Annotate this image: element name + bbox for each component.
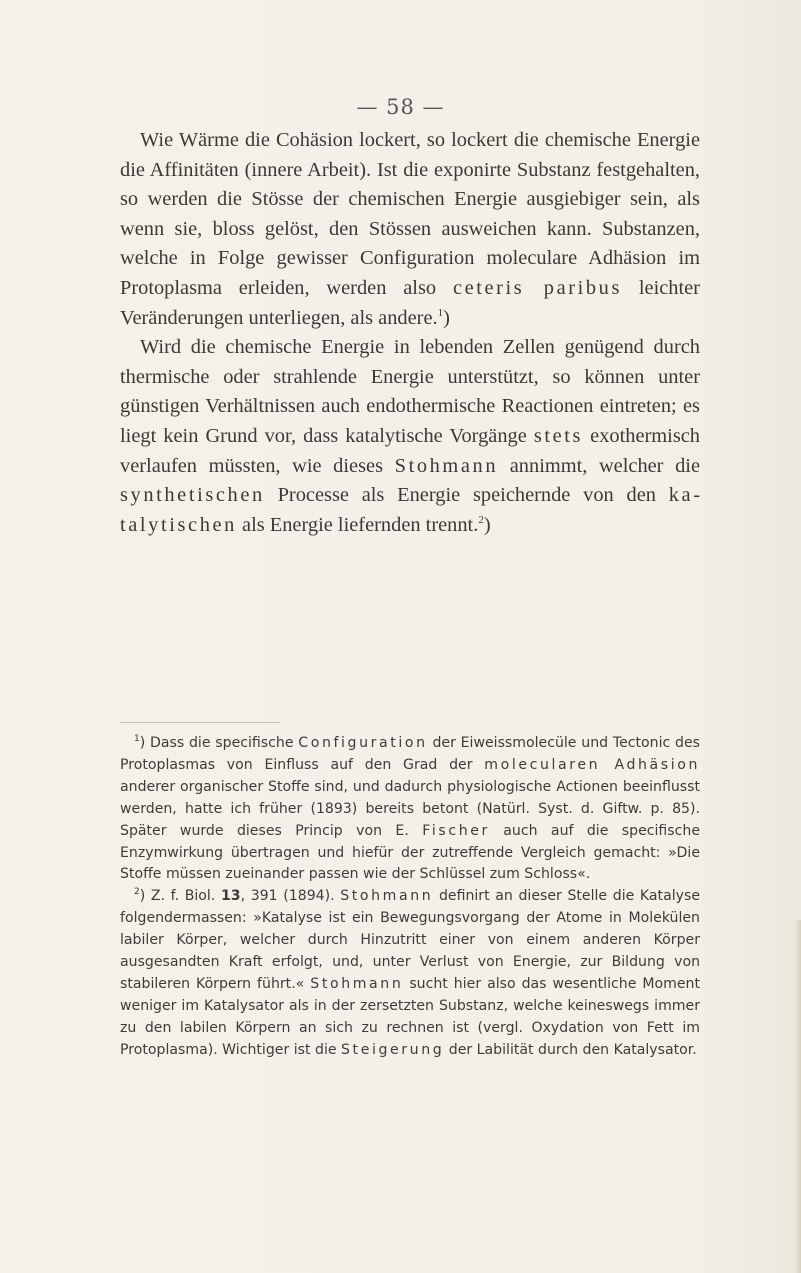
footnote-2-mark: 2 <box>134 887 140 898</box>
footnote-1-text-a: ) Dass die specifische <box>139 735 299 751</box>
footnote-1-text-d: auch auf die specifische Enzymwirkung übertragen und hiefür der zutreffende Vergleich gemacht: »Die Stoffe müssen zueinander passen wie der Schlüssel zum Schloss«. <box>120 822 700 883</box>
para2-emphasis-stets: stets <box>533 424 584 447</box>
page-edge-shadow <box>795 920 801 1273</box>
para2-emphasis-kata: katalytischen <box>120 484 700 536</box>
footnote-1-text-b: der Eiweissmolecüle und Tectonic des Protoplasmas von Einfluss auf den Grad der <box>120 735 700 773</box>
footnote-2-text-c: definirt an dieser Stelle die Katalyse folgendermassen: »Katalyse ist ein Bewegungsvorgang der Atome in Molekülen labiler Körper, welcher durch Hinzutritt einer von einem anderen Körper ausgesandten Kraft erfolgt, und, unter Verlust von Energie, zur Bildung von stabileren Körpern führt.« <box>120 888 700 992</box>
footnote-ref-1: 1 <box>437 306 444 319</box>
footnote-ref-2: 2 <box>478 513 484 526</box>
footnote-1-mark: 1 <box>134 734 140 744</box>
footnote-1 <box>120 733 700 886</box>
footnote-2-text-b: , 391 (1894). <box>240 888 341 905</box>
footnote-ref-1-close: ) <box>443 306 450 329</box>
footnote-2-author-stohmann-2: Stohmann <box>310 975 404 992</box>
paragraph-2 <box>120 333 700 540</box>
footnote-rule <box>120 722 280 723</box>
para1-emphasis: ceteris paribus <box>452 276 623 299</box>
footnote-2-text-d: sucht hier also das wesentliche Moment weniger im Katalysator als in der zersetzten Substanz, welche keineswegs immer zu den labilen Körpern an sich zu rechnen ist (vergl. Oxydation von Fett im Protoplasma). Wichtiger ist die <box>120 975 700 1058</box>
footnote-1-author-fischer: Fischer <box>422 822 490 839</box>
footnote-2-author-stohmann: Stohmann <box>340 888 434 905</box>
para2-text-c: annimmt, welcher die <box>498 454 700 477</box>
footnote-1-emphasis-molec: molecularen Adhäsion <box>484 756 700 773</box>
footnote-2-volume: 13 <box>220 888 241 905</box>
footnote-1-text-c: anderer organischer Stoffe sind, und dadurch physiologische Actionen beeinflusst werden, hatte ich früher (1893) bereits betont (Natürl. Syst. d. Giftw. p. 85). Später wurde dieses Princip von E. <box>120 778 700 839</box>
para2-emphasis-synth: synthetischen <box>120 484 265 507</box>
para2-text-a: Wird die chemische Energie in lebenden Zellen genügend durch thermische oder strahlende Energie unterstützt, so können unter günstigen Verhältnissen auch endothermische Reactionen eintreten; es liegt kein Grund vor, dass katalytische Vorgänge <box>120 336 700 447</box>
footnote-ref-2-close: ) <box>483 513 491 536</box>
para2-text-b: exothermisch verlaufen müssten, wie dieses <box>120 424 700 477</box>
para2-author-stohmann: Stohmann <box>394 454 499 477</box>
para1-text-b: leichter Veränderungen unterliegen, als andere. <box>120 276 700 329</box>
paragraph-1 <box>120 126 700 333</box>
footnote-2-text-e: der Labilität durch den Katalysator. <box>444 1041 697 1058</box>
footnote-2-emphasis-steig: Steigerung <box>341 1041 445 1058</box>
para2-text-e: als Energie liefernden trennt. <box>236 513 479 536</box>
para1-text-a: Wie Wärme die Cohäsion lockert, so lockert die chemische Energie die Affinitäten (innere Arbeit). Ist die exponirte Substanz festgehalten, so werden die Stösse der chemischen Energie ausgiebiger sein, als wenn sie, bloss gelöst, den Stössen ausweichen kann. Substanzen, welche in Folge gewisser Configuration moleculare Adhäsion im Protoplasma erleiden, werden also <box>120 129 700 299</box>
page-number: — 58 — <box>356 95 445 119</box>
main-text <box>120 126 700 540</box>
para2-text-d: Processe als Energie speichernde von den <box>264 484 669 507</box>
footnote-2-text-a: ) Z. f. Biol. <box>139 888 221 905</box>
footnotes <box>120 733 700 1062</box>
footnote-2 <box>120 886 700 1061</box>
footnote-1-emphasis-config: Configuration <box>298 735 428 751</box>
